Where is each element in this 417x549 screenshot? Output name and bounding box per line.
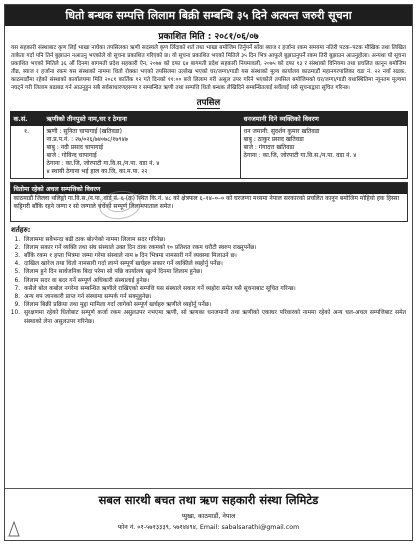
footer xyxy=(5,488,412,540)
term-item: 4. दाखिल खारेज तथा धितो नामसारी गर्दा लाग्ने सम्पूर्ण खर्चहरु सकार गर्ने व्यक्तिले व्यहोर्नु पर्नेछ। xyxy=(22,260,406,268)
notice-title: धितो बन्धक सम्पत्ति लिलाम बिक्री सम्बन्धि ३५ दिने अत्यन्त जरुरी सूचना xyxy=(5,5,412,26)
publish-date: प्रकाशित मिति : २०८१/०६/०७ xyxy=(158,32,259,42)
table-row xyxy=(10,125,407,178)
col-owner: ऋणीको तीनपुस्ते नाम,घर र ठेगाना xyxy=(43,111,240,125)
details-subtitle: तपसिल xyxy=(196,97,221,108)
term-item: 9. लिलाम बिक्री प्रक्रिया तथा मुद्दा मामिला गर्दा लागेको सम्पूर्ण खर्चहरु ऋणीले व्यहोर्नु पर्नेछ। xyxy=(22,301,406,309)
intro-paragraph: यस सहकारी संस्थाबाट कृण लिई भाखा नाघेका तपसिलका ऋणी सदस्यले कृण लिँदाको शर्त तथा भाखा बमोजिम तिर्नुपर्ने साँवा ब्याज र हर्जाना रकम समयमा नतिरी पटक–पटक मौखिक तथा लिखित ताकेता गर्दा पनि तिर्न बुझाउन नआउनु भएकोले यो सूचना प्रकाशित गरिएको छ। यो सूचना प्रकाशित भएको मितिले ३५ दिन भित्र आफूले बुझाउनुपर्ने रकम तिरी बुझाउन आउनुहोला। अन्यथा यो सूचना प्रकाशित भएको मितिले ३६ औं दिनमा बागमती प्रदेश सहकारी ऐन, २०७४ को दफा ६४ बागमती प्रदेश सहकारी नियमावली, २०७५ को दफा १३ र संस्थाको विनियमा तथा प्रचलित कानून बमोजिम तीव्र, ब्याज र हर्जाना रकम यस संस्थाको नाममा धितो रोक्का भएको तपसिलमा उल्लेख भएको घर/जग्गा/गाडी यस संस्थाको मूल्य कार्यालय काठमाडौं महानगरपालिका वडा नं. २२ नयाँ सडक, काठमाडौंमा रहेको संस्थाको कार्यालयमा मिति २०८१ कार्तिक १२ गते दिनको ११:०० बजे लिलाम गरी असुल उपर गरिने भएकोले तपसिल बमोजिमको घर/जग्गा/गाडी यथास्थितिमा न्यूनतम मूल्यमा नघट्ने गरी लिलाम बढाबढ गर्न आउनुहुन सबै सर्वसाधारणहरूमा र सम्बन्धित ऋणी तथा सम्पत्ति धितो बन्धक लेखिदिने सम्बन्धितलाई सर्वेलाई यसै सूचनाद्वारा सूचित गरिन्छ। xyxy=(11,45,406,92)
property-section xyxy=(10,182,408,222)
organization-address: प्युखा, काठमाडौं, नेपाल xyxy=(181,513,236,520)
owner-line: बाबु : नदी प्रसाद चापागाई xyxy=(46,143,104,151)
owner-cell xyxy=(43,125,240,178)
terms-list xyxy=(5,236,412,326)
terms-heading: शर्तहरु: xyxy=(11,225,31,234)
term-item: 1. लिलाममा सवैभन्दा बढी ठाक बोल्नेको नाममा लिलाम सदर गरिनेछ। xyxy=(22,236,406,244)
guarantor-cell xyxy=(240,125,407,178)
term-item: 6. लिलाम सदर वा बदर गर्ने सम्पूर्ण अधिकारी संस्थालाई हुनेछ। xyxy=(22,277,406,285)
notice-page xyxy=(4,4,413,541)
owner-line: ४ स्थायी ठेगाना भई हाल का.जि, का.म.पा. २२ xyxy=(46,167,148,175)
guarantor-line: बाजे : गंगादत्त खतिवडा xyxy=(243,143,295,151)
edge-mark-icon xyxy=(7,520,21,538)
organization-contact: फोन नं. ०१-५७१३३३९, ५७१४४९४, Email: sabalsarathi@gmail.com xyxy=(117,524,300,531)
owner-line: ना.प्र.प.नं. : २७/०२६/७४०७८/१७९४७ xyxy=(46,135,128,143)
col-sn: क.सं. xyxy=(10,111,43,125)
guarantor-line: बाबु : ठाकुर प्रसाद खतिवडा xyxy=(243,135,304,143)
guarantor-line: धन जमानी: सुदर्शन कुमार खतिवडा xyxy=(243,127,320,135)
row-sn: १. xyxy=(10,125,43,178)
owner-line: ठेगाना : का.जि, जोरपाटी गा.वि.स./न.पा. वडा नं. ४ xyxy=(46,159,160,167)
owner-line: बाजे : गोविन्द चापागाई xyxy=(46,151,97,159)
term-item: 10. सुरक्षणमा रहेको धितोबाट सम्पूर्ण कर्जा रकम असुलउपर नभएमा ऋणी, सो ऋणका धनजमानी तथा ऋणीको एकाघर परिवारको नाममा रहेको अन्य चल-अचल सम्पत्तिबाट समेत संस्थाको लेना असुलउपर गरिनेछ। xyxy=(22,309,406,325)
term-item: 3. बाँकि रकम १ हप्ता भित्रमा जम्मा गरेमा संस्थाले नाम ७ दिन भित्रमा नामसारी गर्ने व्यवस्था मिलाउने छ। xyxy=(22,252,406,260)
term-item: 8. अन्य थप जानकारी प्राप्त गर्न संस्थामा सम्पर्क गर्न सक्नुहुनेछ। xyxy=(22,293,406,301)
details-header-row xyxy=(10,111,407,125)
term-item: 5. लिलाम हुने दिन सार्वजनिक बिदा परेमा सो पछि कार्यालय खुल्ने दिनमा लिलाम हुनेछ। xyxy=(22,268,406,276)
organization-name: सबल सारथी बचत तथा ऋण सहकारी संस्था लिमिटेड xyxy=(98,493,319,507)
property-text: काठमाडौं जिल्ला थलिङ्गो गा.वि.स./न.पा. वार्ड नं. ६ (क) स्थित कि.नं. ४८ को क्षेत्रफल ६–१४–०–० को घरजग्गा मध्यमा नेपाल सरकारको प्रचलित कानून बमोजिम मोहियो हक हिस्सा कट्टिगरी बाँकि रहने जग्गा र सो जग्गाले चर्चेको सम्पूर्ण लिलामपाताल समेत। xyxy=(13,194,400,210)
col-guarantor: धनजमानी दिने व्यक्तिको विवरण xyxy=(240,111,407,125)
guarantor-line: ठेगाना : का.जि, जोरपाटी गा.वि.स./न.पा. वडा नं. ४ xyxy=(243,151,357,159)
term-item: 2. लिलाम सकार गर्ने व्यक्ति तथा संघ संस्थाले उक्त दिन ठाक रकमको १० प्रतिशत रकम धरौटी स्वरुप राख्नुपर्नेछ। xyxy=(22,244,406,252)
property-title: धितोमा रहेको अचल सम्पत्तिको विवरण xyxy=(11,183,407,194)
term-item: 7. कसैले बोल कबोल नगरेमा सम्बन्धित ऋणीले राखिएको सम्पत्ति यस संस्थाले सकार गर्ने व्यहोरा समेत यसै सूचनाबाट सूचित गरिन्छ। xyxy=(22,285,406,293)
details-table xyxy=(10,111,408,179)
owner-line: ऋणी : सुनिता चापागाई (खतिवडा) xyxy=(46,127,122,135)
